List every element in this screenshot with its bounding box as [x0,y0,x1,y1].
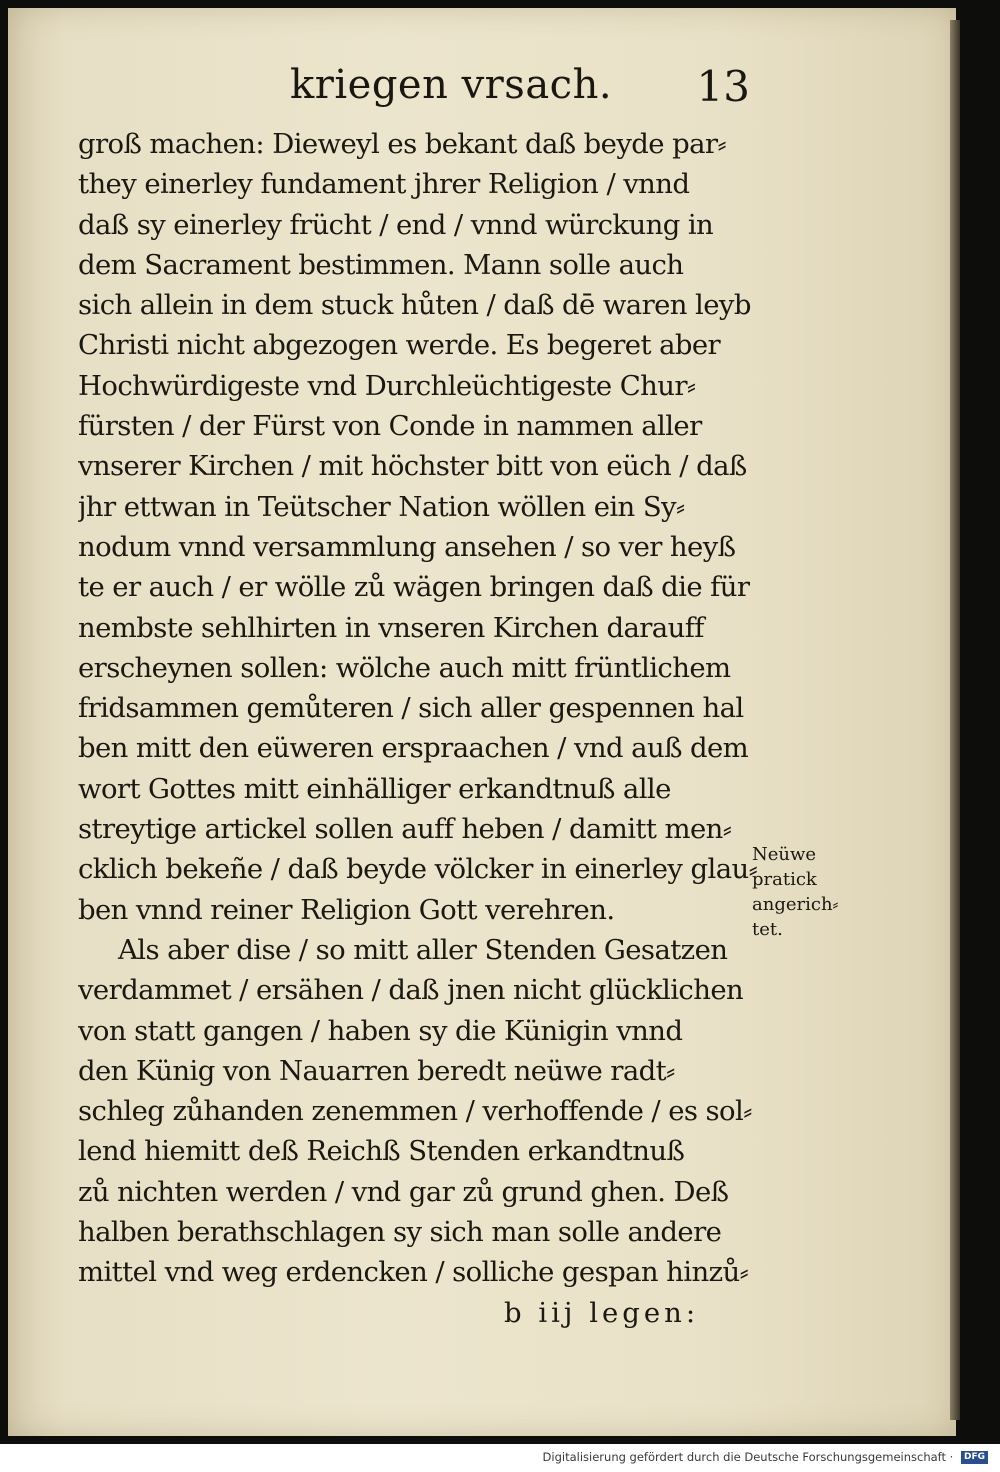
text-line: mittel vnd weg erdencken / solliche gespan hinzů⸗ [78,1256,749,1289]
text-line: dem Sacrament bestimmen. Mann solle auch [78,248,684,281]
footer-bar [0,1444,1000,1472]
page-number: 13 [696,62,750,111]
text-line: lend hiemitt deß Reichß Stenden erkandtnuß [78,1135,685,1168]
marginal-note-line: pratick [752,869,817,890]
text-line: they einerley fundament jhrer Religion / vnnd [78,168,690,201]
funding-credit-text: Digitalisierung gefördert durch die Deutsche Forschungsgemeinschaft [542,1450,947,1464]
text-line: verdammet / ersähen / daß jnen nicht glücklichen [78,974,744,1007]
dfg-logo: DFG [961,1451,988,1464]
text-line: nembste sehlhirten in vnseren Kirchen darauff [78,611,704,644]
text-line: sich allein in dem stuck hůten / daß dē waren leyb [78,289,751,322]
text-line: schleg zůhanden zenemmen / verhoffende / es sol⸗ [78,1095,752,1128]
text-line: erscheynen sollen: wölche auch mitt früntlichem [78,651,731,684]
page-header [280,62,750,122]
marginal-note-line: tet. [752,919,783,940]
text-line: halben berathschlagen sy sich man solle andere [78,1216,722,1249]
text-line: fridsammen gemůteren / sich aller gespennen hal [78,692,744,725]
text-line: jhr ettwan in Teütscher Nation wöllen ein Sy⸗ [78,490,685,523]
text-line: cklich bekeñe / daß beyde völcker in einerley glau⸗ [78,853,758,886]
text-line: te er auch / er wölle zů wägen bringen daß die für [78,571,750,604]
text-line: zů nichten werden / vnd gar zů grund ghen. Deß [78,1175,729,1208]
marginal-note-line: Neüwe [752,844,817,865]
text-line: Hochwürdigeste vnd Durchleüchtigeste Chur⸗ [78,369,696,402]
running-title: kriegen vrsach. [290,62,613,108]
text-line: nodum vnnd versammlung ansehen / so ver heyß [78,530,736,563]
text-line: ben vnnd reiner Religion Gott verehren. [78,893,615,926]
marginal-note-line: angerich⸗ [752,894,839,915]
text-line: von statt gangen / haben sy die Künigin vnnd [78,1014,683,1047]
text-line: ben mitt den eüweren erspraachen / vnd auß dem [78,732,749,765]
marginal-note [752,842,862,942]
text-line: streytige artickel sollen auff heben / damitt men⸗ [78,813,732,846]
text-line: vnserer Kirchen / mit höchster bitt von eüch / daß [78,450,747,483]
paragraph-start-line: Als aber dise / so mitt aller Stenden Gesatzen [118,933,728,966]
funding-credit: Digitalisierung gefördert durch die Deutsche Forschungsgemeinschaft · DFG [543,1450,988,1464]
text-line: groß machen: Dieweyl es bekant daß beyde par⸗ [78,128,727,160]
text-line: wort Gottes mitt einhälliger erkandtnuß alle [78,772,671,805]
text-line: Christi nicht abgezogen werde. Es begeret aber [78,329,721,362]
text-line: fürsten / der Fürst von Conde in nammen aller [78,410,702,443]
signature-catchword: b iij legen: [504,1296,700,1329]
main-text-block [78,124,758,1333]
page-edge-shadow [950,20,960,1420]
text-line: den Künig von Nauarren beredt neüwe radt⸗ [78,1054,675,1087]
text-line: daß sy einerley frücht / end / vnnd würckung in [78,208,714,241]
